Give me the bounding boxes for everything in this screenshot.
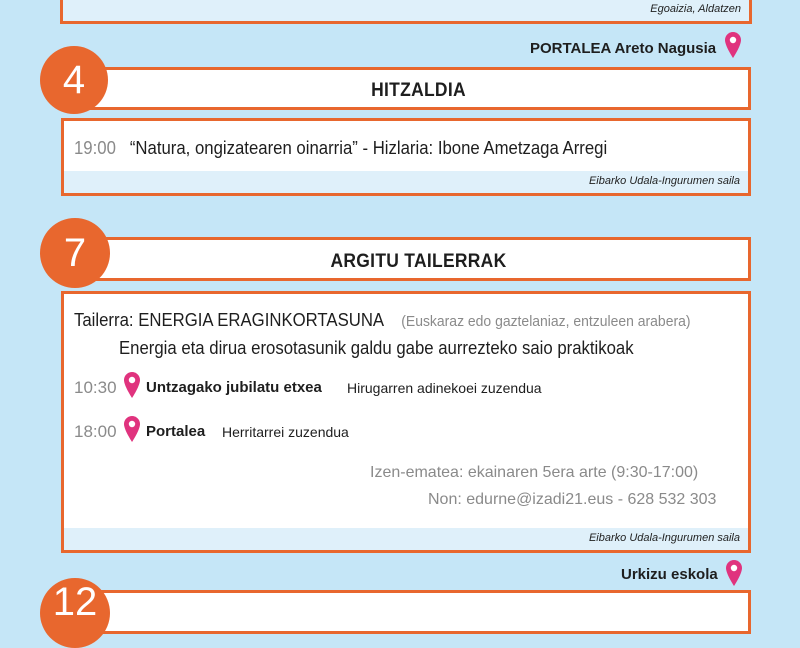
event-title-bar bbox=[86, 590, 751, 634]
session-place: Portalea bbox=[146, 423, 206, 440]
event-location-label: PORTALEA Areto Nagusia bbox=[530, 40, 717, 57]
event-detail-line bbox=[74, 138, 607, 159]
card-footer-strip bbox=[63, 0, 749, 21]
location-pin-icon bbox=[124, 372, 140, 398]
event-details-card bbox=[61, 118, 751, 196]
session-row bbox=[74, 372, 734, 402]
card-credit: Egoaizia, Aldatzen bbox=[650, 3, 741, 15]
card-credit: Eibarko Udala-Ingurumen saila bbox=[588, 532, 740, 544]
session-place: Untzagako jubilatu etxea bbox=[146, 379, 322, 396]
event-details-card bbox=[61, 291, 751, 553]
event-title-bar bbox=[86, 67, 751, 110]
event-day-number: 4 bbox=[62, 57, 86, 102]
event-day-badge bbox=[40, 46, 108, 114]
card-footer-strip bbox=[64, 528, 748, 550]
workshop-subtitle: Energia eta dirua erosotasunik galdu gabe aurrezteko saio praktikoak bbox=[119, 338, 634, 358]
contact-info: Non: edurne@izadi21.eus - 628 532 303 bbox=[428, 491, 717, 508]
session-audience: Herritarrei zuzendua bbox=[222, 424, 349, 440]
workshop-label: Tailerra: ENERGIA ERAGINKORTASUNA bbox=[74, 310, 385, 330]
card-footer-strip bbox=[64, 171, 748, 193]
event-day-number: 7 bbox=[63, 230, 87, 275]
workshop-line bbox=[74, 310, 691, 331]
session-audience: Hirugarren adinekoei zuzendua bbox=[347, 380, 542, 396]
registration-info: Izen-ematea: ekainaren 5era arte (9:30-17:00) bbox=[370, 464, 699, 481]
location-pin-icon bbox=[725, 32, 741, 58]
location-pin-icon bbox=[726, 560, 742, 586]
top-event-card bbox=[60, 0, 752, 24]
session-time: 10:30 bbox=[74, 378, 117, 397]
event-day-badge bbox=[40, 578, 110, 648]
session-row bbox=[74, 416, 734, 446]
event-day-number: 12 bbox=[52, 580, 98, 624]
event-description: “Natura, ongizatearen oinarria” - Hizlaria: Ibone Ametzaga Arregi bbox=[129, 138, 608, 158]
event-day-badge bbox=[40, 218, 110, 288]
location-pin-icon bbox=[124, 416, 140, 442]
event-title: HITZALDIA bbox=[371, 80, 466, 101]
session-time: 18:00 bbox=[74, 422, 117, 441]
event-location-label: Urkizu eskola bbox=[621, 566, 718, 583]
workshop-note: (Euskaraz edo gaztelaniaz, entzuleen arabera) bbox=[401, 313, 691, 330]
event-title: ARGITU TAILERRAK bbox=[330, 251, 507, 272]
event-title-bar bbox=[86, 237, 751, 281]
event-time: 19:00 bbox=[74, 138, 116, 158]
card-credit: Eibarko Udala-Ingurumen saila bbox=[588, 175, 740, 187]
